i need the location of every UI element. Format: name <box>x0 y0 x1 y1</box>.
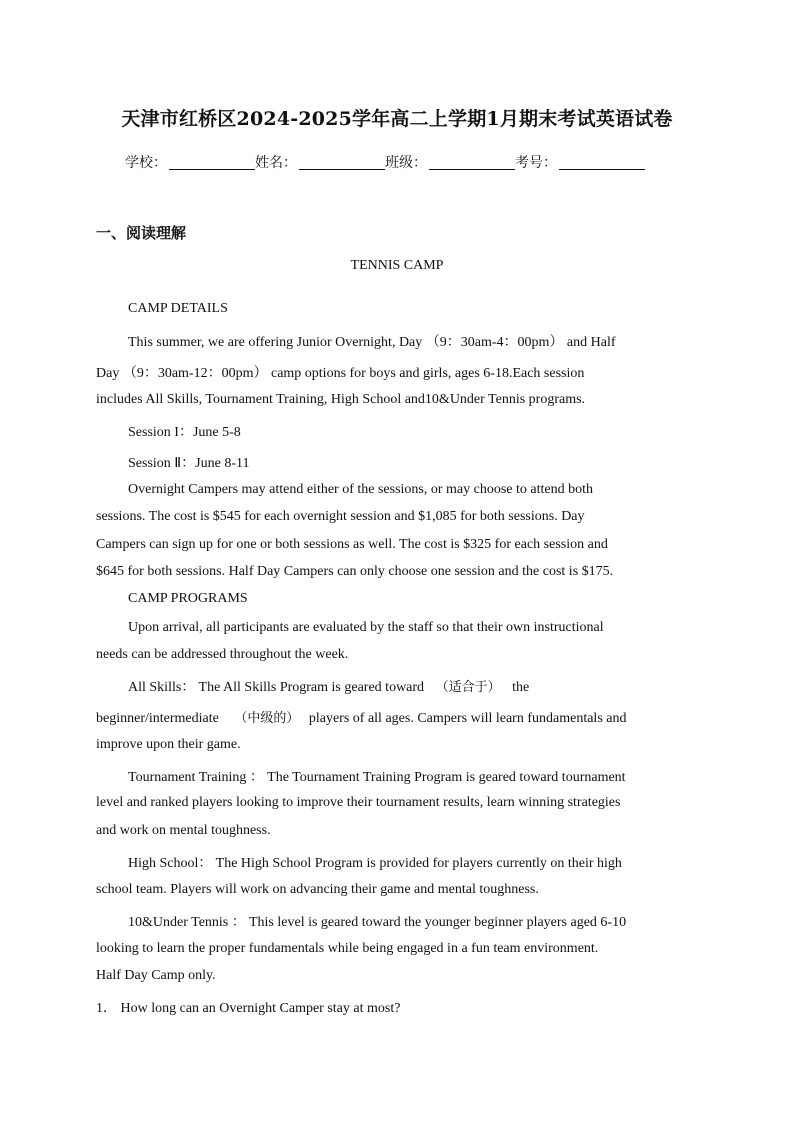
student-info-line <box>125 152 685 172</box>
passage-title: TENNIS CAMP <box>350 258 444 273</box>
passage-line: Day （9：30am-12：00pm） camp options for boys and girls, ages 6-18.Each session <box>96 366 585 381</box>
high-school-line: High School： The High School Program is provided for players currently on their high <box>128 856 622 871</box>
gloss-text: （适合于） <box>435 680 501 695</box>
exam-number-field <box>515 152 645 172</box>
passage-line: includes All Skills, Tournament Training, High School and10&Under Tennis programs. <box>96 392 586 407</box>
passage-line: looking to learn the proper fundamentals while being engaged in a fun team environment. <box>96 941 599 956</box>
passage-line: $645 for both sessions. Half Day Campers can only choose one session and the cost is $175. <box>96 564 614 579</box>
passage-line: and work on mental toughness. <box>96 823 271 838</box>
passage-line: sessions. The cost is $545 for each overnight session and $1,085 for both sessions. Day <box>96 509 585 524</box>
passage-line: school team. Players will work on advancing their game and mental toughness. <box>96 882 539 897</box>
camp-programs-heading: CAMP PROGRAMS <box>128 591 248 606</box>
class-blank[interactable] <box>429 169 515 170</box>
beginner-text-end: players of all ages. Campers will learn fundamentals and <box>308 711 627 726</box>
passage-line: improve upon their game. <box>96 737 241 752</box>
school-field <box>125 152 255 172</box>
name-label: 姓名： <box>255 155 297 171</box>
passage-line: This summer, we are offering Junior Overnight, Day （9：30am-4：00pm） and Half <box>128 335 616 350</box>
class-field <box>385 152 515 172</box>
tournament-line: Tournament Training ： The Tournament Training Program is geared toward tournament <box>128 770 626 785</box>
exam-number-blank[interactable] <box>559 169 645 170</box>
ten-under-line: 10&Under Tennis ： This level is geared toward the younger beginner players aged 6-10 <box>128 915 627 930</box>
session-one-line: Session I：June 5-8 <box>128 425 241 440</box>
beginner-line <box>96 707 626 727</box>
passage-line: Overnight Campers may attend either of the sessions, or may choose to attend both <box>128 482 594 497</box>
session-two-line: Session Ⅱ：June 8-11 <box>128 456 250 471</box>
name-blank[interactable] <box>299 169 385 170</box>
beginner-text: beginner/intermediate <box>96 711 219 726</box>
name-field <box>255 152 385 172</box>
passage-line: needs can be addressed throughout the week. <box>96 647 349 662</box>
gloss-text: （中级的） <box>234 711 300 726</box>
exam-number-label: 考号： <box>515 155 557 171</box>
passage-line: Upon arrival, all participants are evaluated by the staff so that their own instructional <box>128 620 604 635</box>
passage-line: level and ranked players looking to improve their tournament results, learn winning strategies <box>96 795 621 810</box>
school-label: 学校： <box>125 155 167 171</box>
camp-details-heading: CAMP DETAILS <box>128 301 228 316</box>
all-skills-line <box>128 676 529 696</box>
section-heading: 一、阅读理解 <box>96 224 187 242</box>
all-skills-text-end: the <box>512 680 530 695</box>
all-skills-text: All Skills： The All Skills Program is geared toward <box>128 680 425 695</box>
school-blank[interactable] <box>169 169 255 170</box>
passage-line: Half Day Camp only. <box>96 968 216 983</box>
passage-line: Campers can sign up for one or both sessions as well. The cost is $325 for each session and <box>96 537 608 552</box>
class-label: 班级： <box>385 155 427 171</box>
question-1: 1． How long can an Overnight Camper stay at most? <box>96 1001 401 1016</box>
exam-title: 天津市红桥区2024-2025学年高二上学期1月期末考试英语试卷 <box>121 108 673 130</box>
